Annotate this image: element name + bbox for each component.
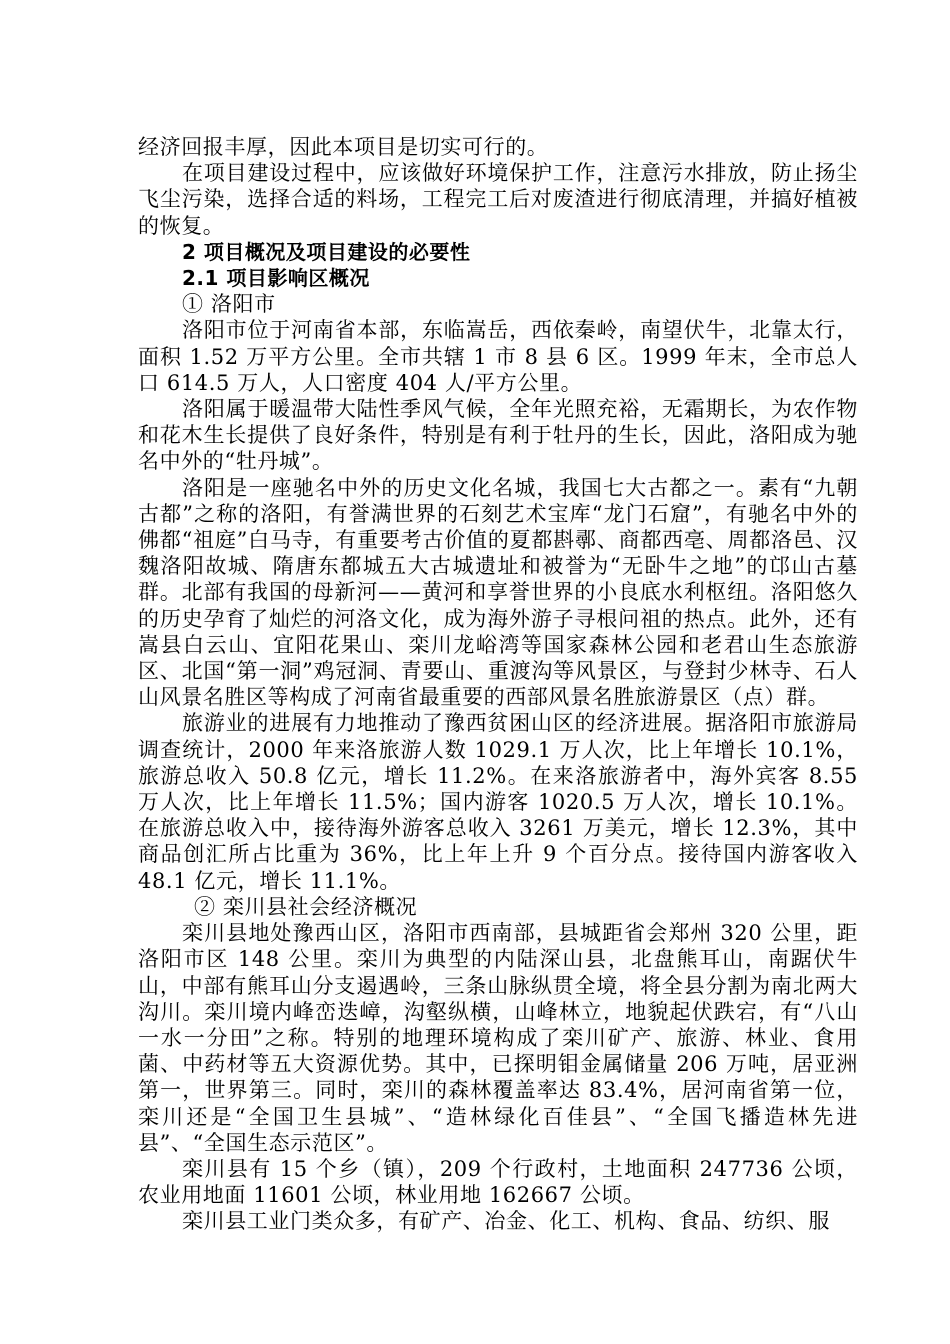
subsection-heading: 2.1 项目影响区概况: [182, 266, 370, 291]
paragraph-luanchuan-geography: 栾川县地处豫西山区，洛阳市西南部，县城距省会郑州 320 公里，距洛阳市区 148 公里。栾川为典型的内陆深山县，北盘熊耳山，南踞伏牛山，中部有熊耳山分支遏遇岭，三条山脉纵贯全境，将全县分割为南北两大沟川。栾川境内峰峦迭嶂，沟壑纵横，山峰林立，地貌起伏跌宕，有“八山一水一分田”之称。特别的地理环境构成了栾川矿产、旅游、林业、食用菌、中药材等五大资源优势。其中，已探明钼金属储量 206 万吨，居亚洲第一，世界第三。同时，栾川的森林覆盖率达 83.4%，居河南省第一位，栾川还是“全国卫生县城”、“造林绿化百佳县”、“全国飞播造林先进县”、“全国生态示范区”。: [138, 921, 858, 1155]
section-heading: 2 项目概况及项目建设的必要性: [182, 239, 471, 264]
paragraph-luanchuan-industry: 栾川县工业门类众多，有矿产、冶金、化工、机构、食品、纺织、服: [182, 1209, 830, 1234]
paragraph-luoyang-tourism: 旅游业的进展有力地推动了豫西贫困山区的经济进展。据洛阳市旅游局调查统计，2000 年来洛旅游人数 1029.1 万人次，比上年增长 10.1%，旅游总收入 50.8 亿元，增长 11.2%。在来洛旅游者中，海外宾客 8.55 万人次，比上年增长 11.5%；国内游客 1020.5 万人次，增长 10.1%。在旅游总收入中，接待海外游客总收入 3261 万美元，增长 12.3%，其中商品创汇所占比重为 36%，比上年上升 9 个百分点。接待国内游客收入 48.1 亿元，增长 11.1%。: [138, 711, 858, 893]
item-heading-luoyang: ① 洛阳市: [182, 292, 276, 317]
paragraph-luoyang-location: 洛阳市位于河南省本部，东临嵩岳，西依秦岭，南望伏牛，北靠太行，面积 1.52 万平方公里。全市共辖 1 市 8 县 6 区。1999 年末，全市总人口 614.5 万人，人口密度 404 人/平方公里。: [138, 318, 858, 395]
paragraph-environment: 在项目建设过程中，应该做好环境保护工作，注意污水排放，防止扬尘飞尘污染，选择合适的料场，工程完工后对废渣进行彻底清理，并搞好植被的恢复。: [138, 161, 858, 238]
paragraph-luoyang-climate: 洛阳属于暖温带大陆性季风气候，全年光照充裕，无霜期长，为农作物和花木生长提供了良好条件，特别是有利于牡丹的生长，因此，洛阳成为驰名中外的“牡丹城”。: [138, 397, 858, 474]
paragraph-continuation: 经济回报丰厚，因此本项目是切实可行的。: [138, 135, 549, 159]
paragraph-luoyang-history: 洛阳是一座驰名中外的历史文化名城，我国七大古都之一。素有“九朝古都”之称的洛阳，有誉满世界的石刻艺术宝库“龙门石窟”，有驰名中外的佛都“祖庭”白马寺，有重要考古价值的夏都斟鄩、商都西亳、周都洛邑、汉魏洛阳故城、隋唐东都城五大古城遗址和被誉为“无卧牛之地”的邙山古墓群。北部有我国的母新河——黄河和享誉世界的小良底水利枢纽。洛阳悠久的历史孕育了灿烂的河洛文化，成为海外游子寻根问祖的热点。此外，还有嵩县白云山、宜阳花果山、栾川龙峪湾等国家森林公园和老君山生态旅游区、北国“第一洞”鸡冠洞、青要山、重渡沟等风景区，与登封少林寺、石人山风景名胜区等构成了河南省最重要的西部风景名胜旅游景区（点）群。: [138, 475, 858, 710]
item-heading-luanchuan: ② 栾川县社会经济概况: [194, 894, 418, 919]
paragraph-luanchuan-admin: 栾川县有 15 个乡（镇），209 个行政村，土地面积 247736 公顷，农业用地面 11601 公顷，林业用地 162667 公顷。: [138, 1156, 858, 1208]
document-page: [138, 134, 858, 1235]
